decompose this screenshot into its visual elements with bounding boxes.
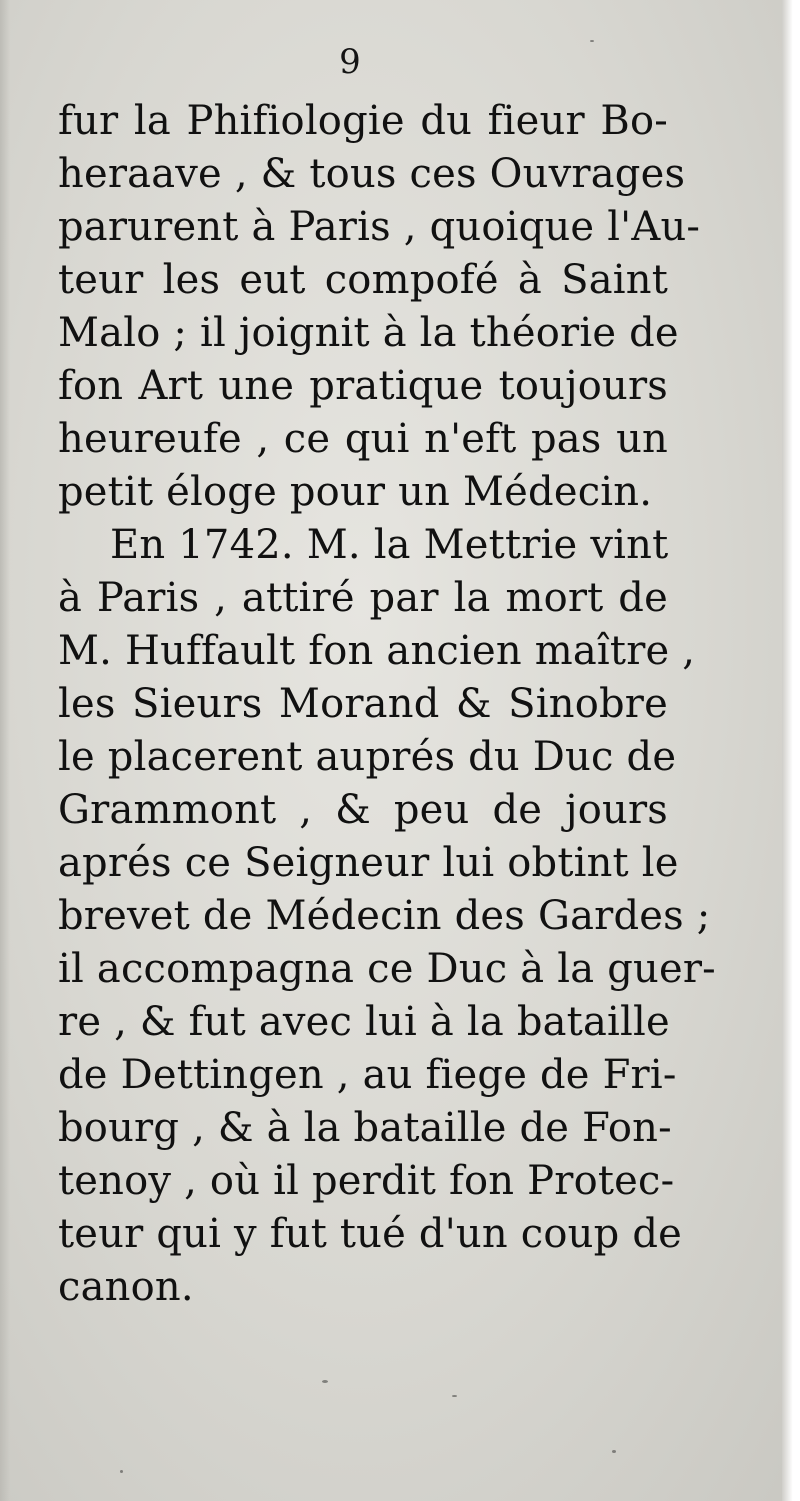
text-line: parurent à Paris , quoique l'Au- [58, 204, 701, 250]
paper-speck [590, 40, 594, 42]
text-line: heraave , & tous ces Ouvrages [58, 151, 686, 197]
text-line: Grammont , & peu de jours [58, 787, 668, 833]
text-line: brevet de Médecin des Gardes ; [58, 893, 711, 939]
text-line: tenoy , où il perdit fon Protec- [58, 1158, 675, 1204]
text-line: heureufe , ce qui n'eft pas un [58, 416, 668, 462]
text-line: Malo ; il joignit à la théorie de [58, 310, 679, 356]
text-line: aprés ce Seigneur lui obtint le [58, 840, 679, 886]
text-line: petit éloge pour un Médecin. [58, 469, 653, 515]
text-line: fur la Phifiologie du fieur Bo- [58, 98, 668, 144]
text-line: à Paris , attiré par la mort de [58, 575, 668, 621]
page-edge [782, 0, 800, 1501]
text-line: canon. [58, 1264, 194, 1310]
text-line: de Dettingen , au fiege de Fri- [58, 1052, 677, 1098]
paper-speck [452, 1395, 457, 1397]
page-gutter-shadow [0, 0, 10, 1501]
text-line: il accompagna ce Duc à la guer- [58, 946, 716, 992]
text-line: les Sieurs Morand & Sinobre [58, 681, 668, 727]
paragraph-start-line: En 1742. M. la Mettrie vint [110, 522, 669, 568]
text-line: teur les eut compofé à Saint [58, 257, 668, 303]
text-line: bourg , & à la bataille de Fon- [58, 1105, 672, 1151]
page-number: 9 [339, 42, 361, 82]
body-text [58, 95, 716, 1314]
text-line: le placerent auprés du Duc de [58, 734, 677, 780]
paper-speck [120, 1470, 123, 1473]
paper-speck [322, 1380, 328, 1383]
text-line: teur qui y fut tué d'un coup de [58, 1211, 682, 1257]
text-line: re , & fut avec lui à la bataille [58, 999, 670, 1045]
text-line: M. Huffault fon ancien maître , [58, 628, 696, 674]
text-line: fon Art une pratique toujours [58, 363, 668, 409]
paper-speck [612, 1450, 616, 1453]
